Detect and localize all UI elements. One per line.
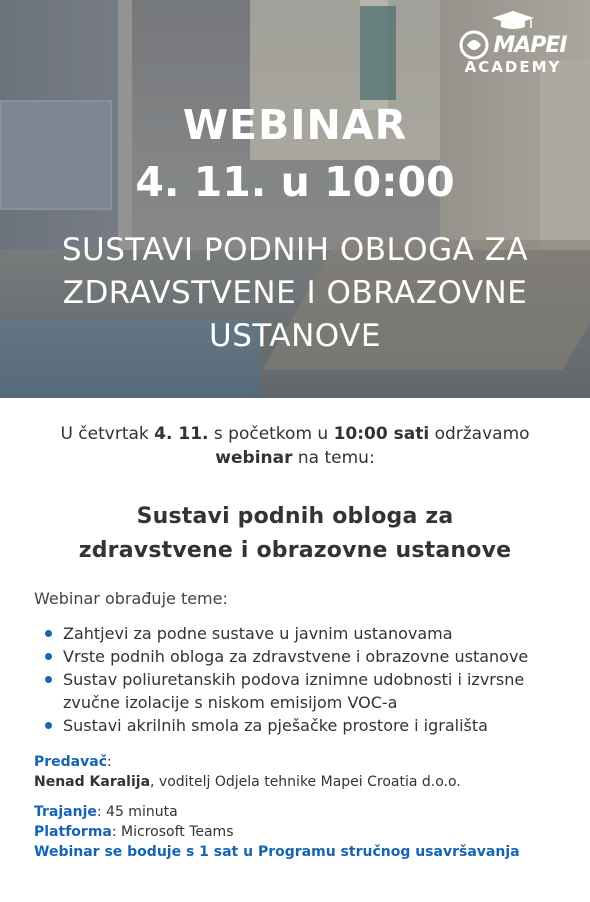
platform-row (34, 822, 556, 842)
list-item (42, 668, 556, 714)
main-content (0, 422, 590, 862)
bullet-dot-icon (45, 722, 52, 729)
intro-text: održavamo (429, 424, 530, 444)
intro-webinar: webinar (215, 448, 293, 468)
topics-list (34, 622, 556, 737)
credit-note: Webinar se boduje s 1 sat u Programu stručnog usavršavanja (34, 844, 520, 860)
presenter-label-row (34, 752, 556, 772)
covers-label: Webinar obrađuje teme: (34, 589, 228, 608)
list-item-text: Vrste podnih obloga za zdravstvene i obrazovne ustanove (63, 647, 529, 666)
hero-topic-line: ZDRAVSTVENE I OBRAZOVNE (62, 275, 528, 311)
presenter-label: Predavač (34, 754, 108, 770)
bullet-dot-icon (45, 653, 52, 660)
topic-heading-line: Sustavi podnih obloga za (136, 504, 454, 529)
duration-row (34, 802, 556, 822)
logo-academy-text: ACADEMY (464, 58, 562, 76)
spacer (34, 792, 556, 802)
presenter-row (34, 772, 556, 792)
duration-label: Trajanje (34, 804, 97, 820)
list-item-text: Sustav poliuretanskih podova iznimne udobnosti i izvrsne zvučne izolacije s niskom emisijom VOC-a (63, 670, 525, 712)
hero-topic (0, 229, 590, 358)
hero-topic-line: SUSTAVI PODNIH OBLOGA ZA (61, 232, 529, 268)
intro-time: 10:00 sati (333, 424, 430, 444)
presenter-name: Nenad Karalija (34, 774, 151, 790)
mapei-mark-icon (459, 30, 489, 60)
duration-value: : 45 minuta (96, 804, 178, 820)
hero-date: 4. 11. u 10:00 (135, 158, 455, 206)
list-item (42, 714, 556, 737)
intro-paragraph (34, 422, 556, 470)
list-item-text: Zahtjevi za podne sustave u javnim ustanovama (63, 624, 453, 643)
bullet-dot-icon (45, 630, 52, 637)
bullet-dot-icon (45, 676, 52, 683)
platform-value: : Microsoft Teams (111, 824, 234, 840)
hero-banner (0, 0, 590, 398)
topic-heading-line: zdravstvene i obrazovne ustanove (78, 538, 512, 563)
list-item (42, 645, 556, 668)
hero-topic-line: USTANOVE (209, 318, 381, 354)
intro-text: s početkom u (208, 424, 334, 444)
mapei-academy-logo (448, 10, 578, 76)
details-block (34, 752, 556, 862)
topic-heading (34, 500, 556, 568)
graduation-cap-icon (491, 10, 535, 30)
platform-label: Platforma (34, 824, 112, 840)
intro-text: U četvrtak (60, 424, 155, 444)
list-item-text: Sustavi akrilnih smola za pješačke prostore i igrališta (63, 716, 488, 735)
intro-date: 4. 11. (154, 424, 209, 444)
presenter-role: , voditelj Odjela tehnike Mapei Croatia d.o.o. (150, 774, 461, 790)
presenter-colon: : (107, 754, 112, 770)
hero-title: WEBINAR (182, 101, 408, 149)
list-item (42, 622, 556, 645)
intro-text: na temu: (292, 448, 375, 468)
logo-brand-text: MAPEI (493, 32, 567, 58)
